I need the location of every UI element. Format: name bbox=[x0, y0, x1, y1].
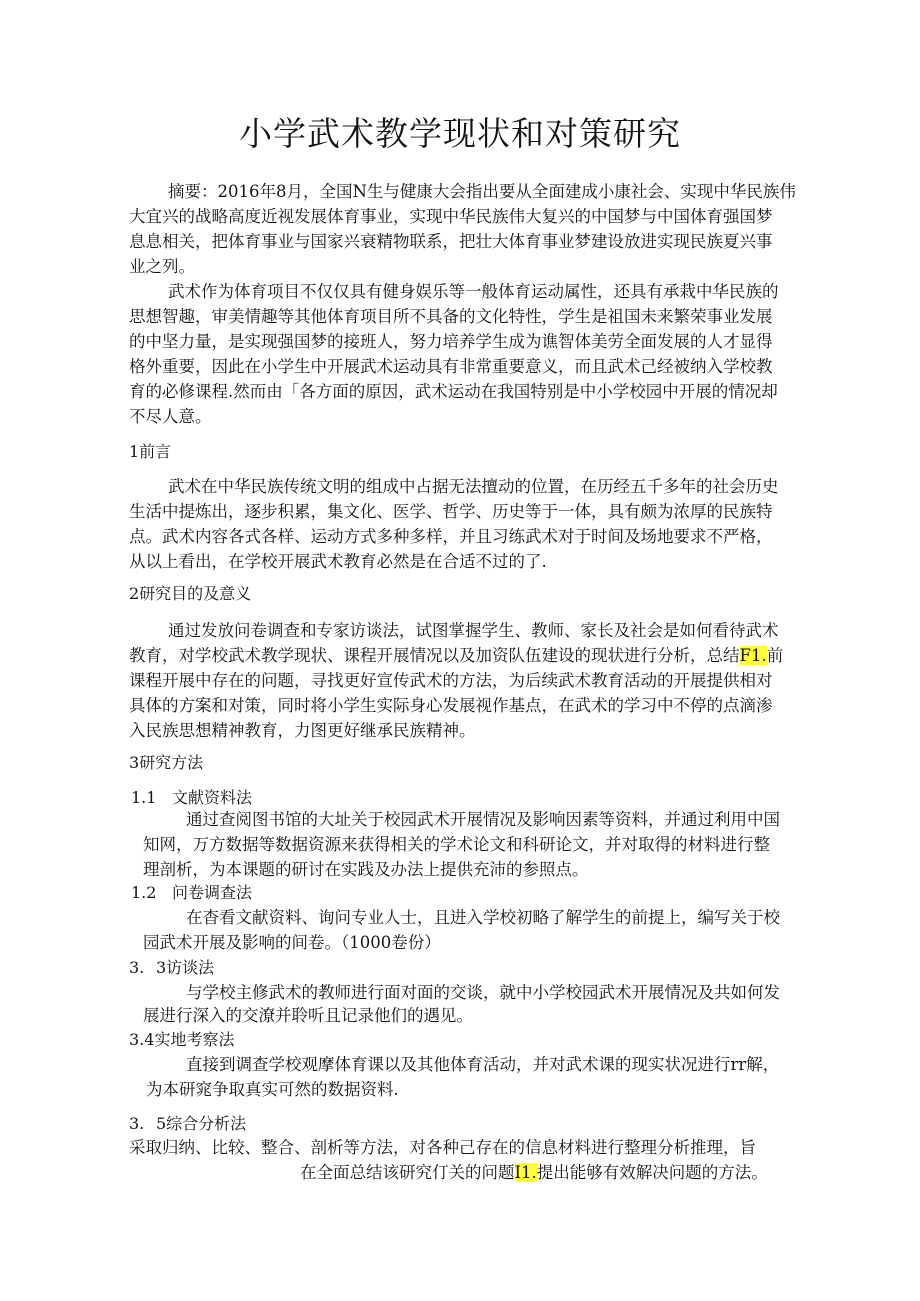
abstract-line: 大宜兴的战略高度近视发展体育事业，实现中华民族伟大复兴的中国梦与中国体育强国梦 bbox=[129, 207, 773, 226]
paragraph-line: 采取归纳、比较、整合、剖析等方法，对各种己存在的信息材料进行整理分析推理，旨 bbox=[129, 1138, 756, 1157]
paragraph-line: 从以上看出，在学校开展武术教育必然是在合适不过的了. bbox=[129, 552, 547, 571]
paragraph-line: 具体的方案和对策，同时将小学生实际身心发展视作基点，在武术的学习中不停的点滴渗 bbox=[129, 696, 773, 715]
section-heading: 1前言 bbox=[129, 442, 172, 461]
paragraph-line: 的中坚力量，是实现强国梦的接班人，努力培养学生成为谯智体美劳全面发展的人才显得 bbox=[129, 332, 773, 351]
text-span: 提出能够有效解决问题的方法。 bbox=[536, 1163, 768, 1182]
paragraph-line: 武术在中华民族传统文明的组成中占据无法擅动的位置，在历经五千多年的社会历史 bbox=[168, 477, 779, 496]
paragraph-line bbox=[129, 645, 783, 667]
paragraph-line: 生活中提炼出，逐步积累，集文化、医学、哲学、历史等于一体，具有颇为浓厚的民族特 bbox=[129, 502, 773, 521]
paragraph-line: 课程开展中存在的问题，寻找更好宣传武术的方法，为后续武术教育活动的开展提供相对 bbox=[129, 671, 773, 690]
text-span: 教育，对学校武术教学现状、课程开展情况以及加资队伍建设的现状进行分析，总结 bbox=[129, 646, 740, 665]
subsection-number: 3. bbox=[129, 1114, 145, 1133]
paragraph-line: 点。武术内容各式各样、运动方式多种多样，并且习练武术对于时间及场地要求不严格， bbox=[129, 527, 773, 546]
paragraph-line: 为本研窕争取真实可然的数据资料. bbox=[146, 1080, 399, 1099]
section-heading: 2研究目的及意义 bbox=[129, 584, 252, 603]
text-span: 在全面总结该研究仃关的问题 bbox=[300, 1163, 515, 1182]
abstract-line: 息息相关，把体育事业与国家兴衰精物联系，把壮大体育事业梦建设放进实现民族夏兴事 bbox=[129, 232, 773, 251]
paragraph-line: 园武术开展及影响的间卷。（1000卷份） bbox=[143, 933, 441, 952]
paragraph-line bbox=[300, 1162, 768, 1184]
paragraph-line: 在杳看文献资料、询问专业人士，且进入学校初略了解学生的前提上，编写关于校 bbox=[186, 908, 780, 927]
subsection-number: 3. bbox=[129, 958, 145, 977]
paragraph-line: 知网，万方数据等数据资源来获得相关的学术论文和科研论文，并对取得的材料进行整 bbox=[143, 835, 770, 854]
paragraph-line: 武术作为体育项目不仅仅具有健身娱乐等一般体育运动属性，还具有承栽中华民族的 bbox=[168, 282, 779, 301]
paragraph-line: 育的必修课程.然而由「各方面的原因，武术运动在我国特别是中小学校园中开展的情况却 bbox=[129, 382, 778, 401]
abstract-line: 业之列。 bbox=[129, 257, 195, 276]
subsection-title: 文献资料法 bbox=[172, 788, 253, 807]
subsection-title: 问卷调查法 bbox=[172, 883, 253, 902]
paragraph-line: 直接到调查学校观摩体育课以及其他体育活动，并对武术课的现实状况进行rr解， bbox=[186, 1055, 780, 1074]
subsection-number: 1.1 bbox=[131, 788, 157, 807]
paragraph-line: 通过发放问卷调查和专家访谈法，试图掌握学生、教师、家长及社会是如何看待武术 bbox=[168, 621, 779, 640]
highlighted-text: F1. bbox=[739, 646, 767, 665]
text-span: 前 bbox=[766, 646, 784, 665]
paragraph-line: 思想智趣，审美情趣等其他体育项目所不具备的文化特性，学生是祖国未来繁荣事业发展 bbox=[129, 307, 773, 326]
subsection-title: 3访谈法 bbox=[156, 958, 215, 977]
abstract-line: 摘要：2016年8月，全国N生与健康大会指出要从全面建成小康社会、实现中华民族伟 bbox=[168, 182, 796, 201]
section-heading: 3研究方法 bbox=[129, 753, 204, 772]
paragraph-line: 与学校主修武术的教师进行面对面的交谈，就中小学校园武术开展情况及共如何发 bbox=[186, 983, 780, 1002]
paragraph-line: 通过查阅图书馆的大址关于校园武术开展情况及影响因素等资料，并通过利用中国 bbox=[186, 810, 780, 829]
paragraph-line: 不尽人意。 bbox=[129, 407, 212, 426]
highlighted-text: I1. bbox=[514, 1163, 537, 1182]
subsection-title: 3.4实地考察法 bbox=[129, 1030, 235, 1049]
paragraph-line: 格外重要，因此在小学生中开展武术运动具有非常重要意义，而且武术己经被纳入学校教 bbox=[129, 357, 773, 376]
paragraph-line: 理剖析，为本课题的研讨在实践及办法上提供充沛的参照点。 bbox=[143, 860, 589, 879]
subsection-title: 5综合分析法 bbox=[156, 1114, 247, 1133]
paragraph-line: 展进行深入的交潦并聆听且记录他们的遇见。 bbox=[143, 1006, 473, 1025]
document-title: 小学武术教学现状和对策研究 bbox=[239, 114, 681, 153]
subsection-number: 1.2 bbox=[131, 883, 157, 902]
paragraph-line: 入民族思想精神教育，力图更好继承民族精神。 bbox=[129, 721, 476, 740]
